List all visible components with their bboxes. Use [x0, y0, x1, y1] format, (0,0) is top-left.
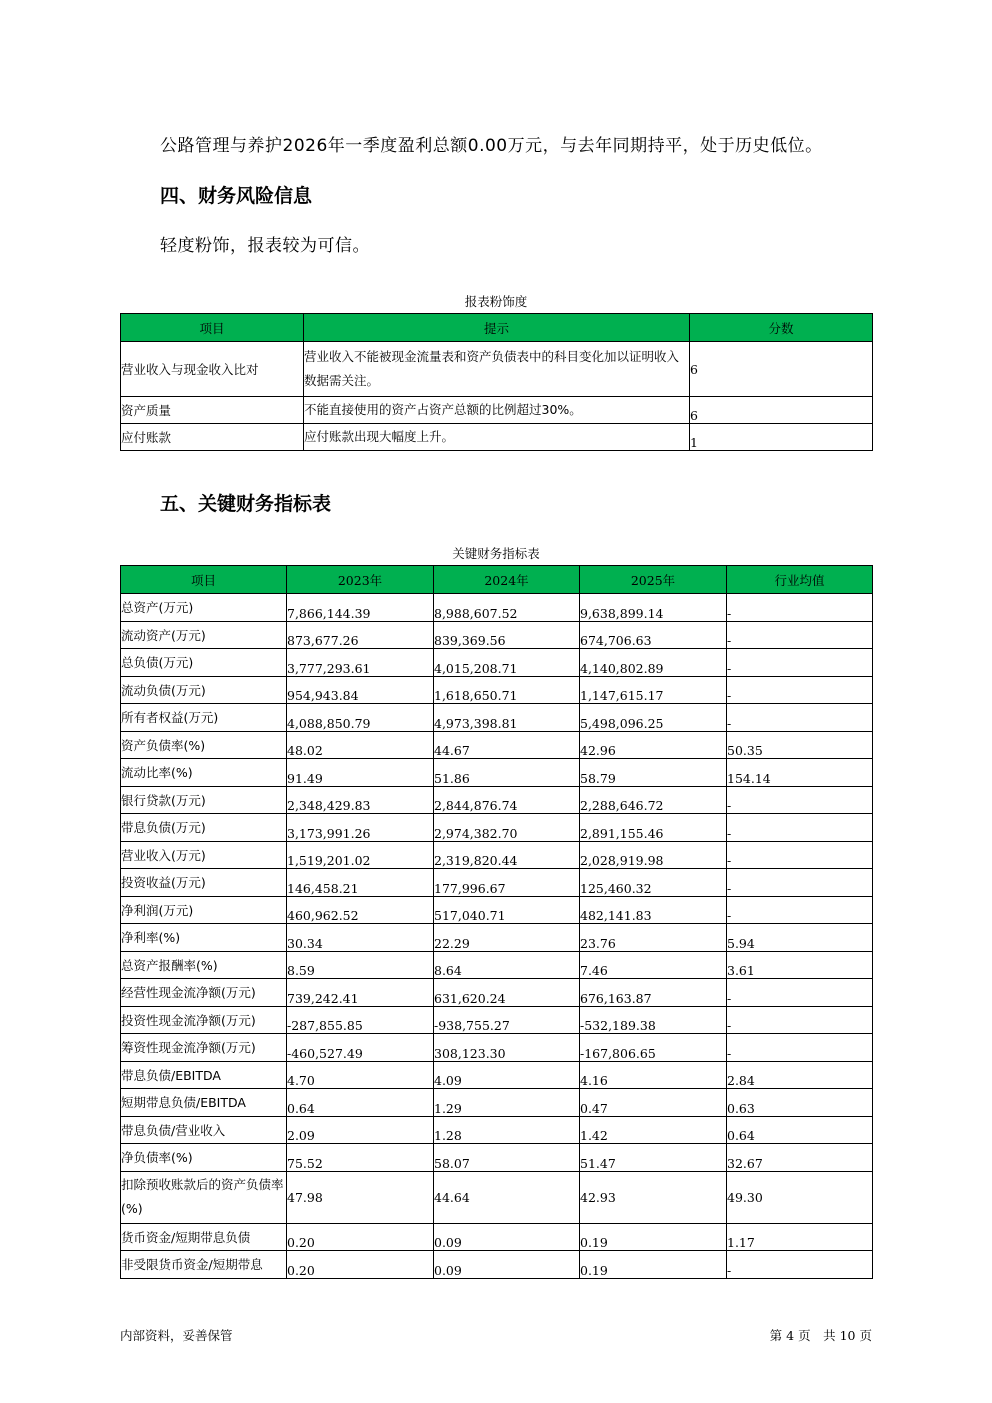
row-score: 6: [690, 342, 873, 397]
row-item: 带息负债/EBITDA: [121, 1061, 287, 1089]
table-row: [121, 342, 873, 397]
value-industry-average: 1.17: [727, 1223, 873, 1251]
section5-heading: 五、关键财务指标表: [160, 493, 332, 515]
table-row: [121, 1251, 873, 1279]
value-industry-average: -: [727, 1251, 873, 1279]
value-2024: 44.67: [434, 731, 580, 759]
value-industry-average: 3.61: [727, 951, 873, 979]
value-2023: 3,173,991.26: [287, 814, 434, 842]
row-item: 货币资金/短期带息负债: [121, 1223, 287, 1251]
indicator-table-caption: 关键财务指标表: [452, 546, 540, 561]
value-2025: 7.46: [580, 951, 727, 979]
value-industry-average: -: [727, 621, 873, 649]
row-item: 营业收入(万元): [121, 841, 287, 869]
value-industry-average: 0.63: [727, 1089, 873, 1117]
header-year-2024: 2024年: [434, 566, 580, 594]
value-industry-average: -: [727, 814, 873, 842]
value-industry-average: -: [727, 594, 873, 622]
value-industry-average: 154.14: [727, 759, 873, 787]
row-item: 经营性现金流净额(万元): [121, 979, 287, 1007]
value-2023: 4,088,850.79: [287, 704, 434, 732]
value-industry-average: -: [727, 979, 873, 1007]
header-industry-average: 行业均值: [727, 566, 873, 594]
header-year-2023: 2023年: [287, 566, 434, 594]
value-2025: 676,163.87: [580, 979, 727, 1007]
whitewash-table: [120, 313, 873, 451]
row-item: 所有者权益(万元): [121, 704, 287, 732]
table-row: [121, 649, 873, 677]
value-2024: 8,988,607.52: [434, 594, 580, 622]
value-2025: 125,460.32: [580, 869, 727, 897]
value-2025: 1,147,615.17: [580, 676, 727, 704]
page-mid: 页 共: [798, 1328, 836, 1343]
page-total: 10: [839, 1328, 856, 1343]
header-year-2025: 2025年: [580, 566, 727, 594]
page-suffix: 页: [859, 1328, 872, 1343]
value-2025: 0.19: [580, 1251, 727, 1279]
value-2023: -287,855.85: [287, 1006, 434, 1034]
row-hint: 应付账款出现大幅度上升。: [304, 424, 690, 451]
value-2025: 9,638,899.14: [580, 594, 727, 622]
value-2023: 954,943.84: [287, 676, 434, 704]
row-score: 1: [690, 424, 873, 451]
header-item: 项目: [121, 314, 304, 342]
value-industry-average: -: [727, 841, 873, 869]
value-2024: 1.28: [434, 1116, 580, 1144]
value-2024: -938,755.27: [434, 1006, 580, 1034]
indicator-header-row: [121, 566, 873, 594]
row-item: 总资产(万元): [121, 594, 287, 622]
row-item: 投资性现金流净额(万元): [121, 1006, 287, 1034]
row-item: 带息负债/营业收入: [121, 1116, 287, 1144]
table-row: [121, 841, 873, 869]
value-2023: 7,866,144.39: [287, 594, 434, 622]
value-industry-average: -: [727, 704, 873, 732]
row-item: 流动负债(万元): [121, 676, 287, 704]
value-2024: 177,996.67: [434, 869, 580, 897]
value-2024: 4.09: [434, 1061, 580, 1089]
value-2025: 2,028,919.98: [580, 841, 727, 869]
table-row: [121, 1034, 873, 1062]
value-2025: 2,891,155.46: [580, 814, 727, 842]
row-item: 资产负债率(%): [121, 731, 287, 759]
value-2024: 58.07: [434, 1144, 580, 1172]
value-industry-average: -: [727, 786, 873, 814]
page-current: 4: [786, 1328, 795, 1343]
row-item: 应付账款: [121, 424, 304, 451]
value-2025: 51.47: [580, 1144, 727, 1172]
value-2025: 4.16: [580, 1061, 727, 1089]
page-number: [770, 1326, 872, 1344]
value-2023: 460,962.52: [287, 896, 434, 924]
row-item: 带息负债(万元): [121, 814, 287, 842]
row-item: 流动资产(万元): [121, 621, 287, 649]
value-industry-average: 32.67: [727, 1144, 873, 1172]
table-row: [121, 869, 873, 897]
value-2024: 308,123.30: [434, 1034, 580, 1062]
value-industry-average: -: [727, 676, 873, 704]
value-industry-average: 0.64: [727, 1116, 873, 1144]
value-2024: 517,040.71: [434, 896, 580, 924]
table-row: [121, 594, 873, 622]
value-2023: 0.20: [287, 1251, 434, 1279]
table-row: [121, 1006, 873, 1034]
value-2023: 75.52: [287, 1144, 434, 1172]
value-2025: 674,706.63: [580, 621, 727, 649]
table-row: [121, 924, 873, 952]
value-industry-average: -: [727, 896, 873, 924]
table-row: [121, 424, 873, 451]
value-2024: 0.09: [434, 1251, 580, 1279]
table-row: [121, 814, 873, 842]
value-2023: 873,677.26: [287, 621, 434, 649]
value-2024: 0.09: [434, 1223, 580, 1251]
table-row: [121, 676, 873, 704]
value-2025: 1.42: [580, 1116, 727, 1144]
row-hint: 营业收入不能被现金流量表和资产负债表中的科目变化加以证明收入数据需关注。: [304, 342, 690, 397]
value-2023: 0.20: [287, 1223, 434, 1251]
value-2023: 4.70: [287, 1061, 434, 1089]
row-score: 6: [690, 397, 873, 424]
table-row: [121, 621, 873, 649]
value-2024: 2,319,820.44: [434, 841, 580, 869]
table-row: [121, 951, 873, 979]
value-2024: 22.29: [434, 924, 580, 952]
row-item: 净负债率(%): [121, 1144, 287, 1172]
value-2024: 1,618,650.71: [434, 676, 580, 704]
value-industry-average: -: [727, 869, 873, 897]
risk-summary: 轻度粉饰，报表较为可信。: [160, 236, 370, 256]
row-item: 总负债(万元): [121, 649, 287, 677]
value-industry-average: -: [727, 1006, 873, 1034]
page-prefix: 第: [769, 1328, 783, 1343]
value-2023: 30.34: [287, 924, 434, 952]
table-row: [121, 397, 873, 424]
row-item: 非受限货币资金/短期带息: [121, 1251, 287, 1279]
table-row: [121, 786, 873, 814]
row-item: 短期带息负债/EBITDA: [121, 1089, 287, 1117]
value-2024: 44.64: [434, 1171, 580, 1223]
value-industry-average: 5.94: [727, 924, 873, 952]
value-2025: 23.76: [580, 924, 727, 952]
value-2025: 5,498,096.25: [580, 704, 727, 732]
value-2025: 4,140,802.89: [580, 649, 727, 677]
row-hint: 不能直接使用的资产占资产总额的比例超过30%。: [304, 397, 690, 424]
value-2023: 8.59: [287, 951, 434, 979]
header-hint: 提示: [304, 314, 690, 342]
value-2024: 839,369.56: [434, 621, 580, 649]
value-2025: -167,806.65: [580, 1034, 727, 1062]
value-2025: 2,288,646.72: [580, 786, 727, 814]
value-2025: 58.79: [580, 759, 727, 787]
value-industry-average: 50.35: [727, 731, 873, 759]
value-2023: 2,348,429.83: [287, 786, 434, 814]
value-2025: 42.96: [580, 731, 727, 759]
table-row: [121, 1089, 873, 1117]
value-industry-average: 2.84: [727, 1061, 873, 1089]
table-row: [121, 1116, 873, 1144]
value-2024: 2,844,876.74: [434, 786, 580, 814]
footer-confidential: 内部资料，妥善保管: [120, 1328, 233, 1343]
row-item: 营业收入与现金收入比对: [121, 342, 304, 397]
value-2025: 482,141.83: [580, 896, 727, 924]
value-2024: 8.64: [434, 951, 580, 979]
table-row: [121, 1223, 873, 1251]
value-2025: 42.93: [580, 1171, 727, 1223]
value-2023: 2.09: [287, 1116, 434, 1144]
table-row: [121, 896, 873, 924]
value-2024: 4,015,208.71: [434, 649, 580, 677]
table-row: [121, 1061, 873, 1089]
value-2025: 0.47: [580, 1089, 727, 1117]
value-2024: 51.86: [434, 759, 580, 787]
whitewash-header-row: [121, 314, 873, 342]
row-item: 扣除预收账款后的资产负债率(%): [121, 1171, 287, 1223]
value-2024: 4,973,398.81: [434, 704, 580, 732]
value-2023: 91.49: [287, 759, 434, 787]
header-item: 项目: [121, 566, 287, 594]
row-item: 资产质量: [121, 397, 304, 424]
value-2024: 2,974,382.70: [434, 814, 580, 842]
value-industry-average: -: [727, 1034, 873, 1062]
value-industry-average: 49.30: [727, 1171, 873, 1223]
value-industry-average: -: [727, 649, 873, 677]
value-2025: 0.19: [580, 1223, 727, 1251]
value-2023: 1,519,201.02: [287, 841, 434, 869]
table-row: [121, 1144, 873, 1172]
value-2023: 47.98: [287, 1171, 434, 1223]
value-2024: 631,620.24: [434, 979, 580, 1007]
value-2023: -460,527.49: [287, 1034, 434, 1062]
table-row: [121, 759, 873, 787]
value-2025: -532,189.38: [580, 1006, 727, 1034]
table-row: [121, 704, 873, 732]
row-item: 投资收益(万元): [121, 869, 287, 897]
table-row: [121, 1171, 873, 1223]
table-row: [121, 731, 873, 759]
row-item: 筹资性现金流净额(万元): [121, 1034, 287, 1062]
profit-sentence: 公路管理与养护2026年一季度盈利总额0.00万元，与去年同期持平，处于历史低位。: [160, 136, 823, 156]
table-row: [121, 979, 873, 1007]
whitewash-table-caption: 报表粉饰度: [464, 294, 528, 309]
row-item: 银行贷款(万元): [121, 786, 287, 814]
value-2023: 0.64: [287, 1089, 434, 1117]
section4-heading: 四、财务风险信息: [160, 185, 313, 207]
value-2023: 146,458.21: [287, 869, 434, 897]
value-2023: 48.02: [287, 731, 434, 759]
value-2023: 3,777,293.61: [287, 649, 434, 677]
value-2023: 739,242.41: [287, 979, 434, 1007]
value-2024: 1.29: [434, 1089, 580, 1117]
row-item: 净利润(万元): [121, 896, 287, 924]
indicator-table: [120, 565, 873, 1279]
row-item: 总资产报酬率(%): [121, 951, 287, 979]
header-score: 分数: [690, 314, 873, 342]
row-item: 流动比率(%): [121, 759, 287, 787]
row-item: 净利率(%): [121, 924, 287, 952]
